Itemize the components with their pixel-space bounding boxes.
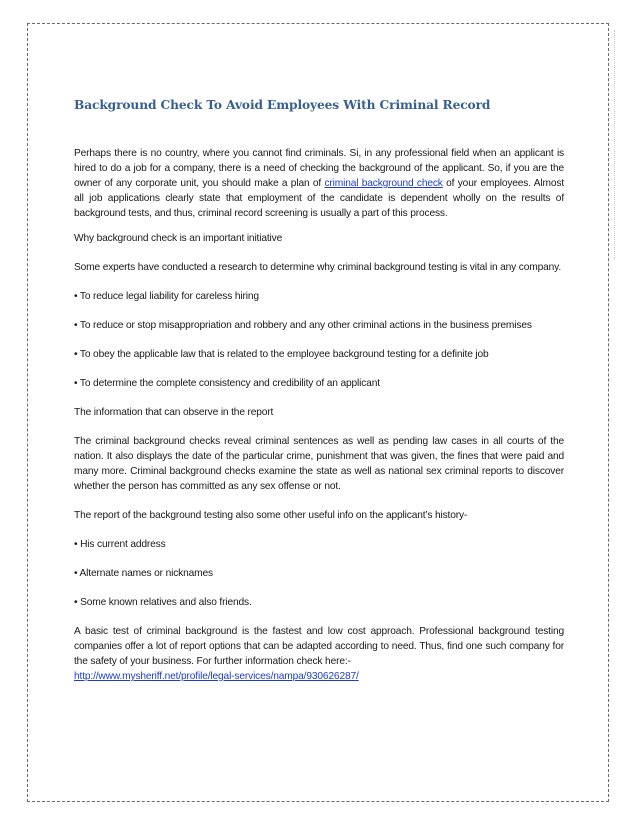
history-item: • His current address <box>74 539 166 550</box>
reason-item: • To determine the complete consistency and credibility of an applicant <box>74 378 380 389</box>
closing-text: A basic test of criminal background is the fastest and low cost approach. Professional background testing companies offer a lot of report options that can be adapted according to need. Thus, find one such company for the safety of your business. For further information check here:- <box>74 626 564 667</box>
history-intro: The report of the background testing also some other useful info on the applicant’s history- <box>74 510 468 521</box>
intro-text-before-link: Perhaps there is no country, where you cannot find criminals. Si, in any professional field when an applicant is hired to do a job for a company, there is a need of checking the background of the applicant. So, if you are the owner of any corporate unit, you should make a plan of <box>74 148 564 189</box>
mysheriff-profile-link[interactable]: http://www.mysheriff.net/profile/legal-services/nampa/930626287/ <box>74 671 359 682</box>
document-body <box>74 98 564 694</box>
why-heading: Why background check is an important initiative <box>74 233 283 244</box>
reason-item: • To reduce or stop misappropriation and robbery and any other criminal actions in the business premises <box>74 320 532 331</box>
intro-paragraph <box>74 146 564 221</box>
history-item: • Alternate names or nicknames <box>74 568 213 579</box>
criminal-background-check-link[interactable]: criminal background check <box>324 178 443 189</box>
report-heading: The information that can observe in the report <box>74 407 274 418</box>
history-item: • Some known relatives and also friends. <box>74 597 252 608</box>
report-paragraph: The criminal background checks reveal criminal sentences as well as pending law cases in all courts of the nation. It also displays the date of the particular crime, punishment that was given, the fines that were paid and many more. Criminal background checks examine the state as well as national sex criminal reports to discover whether the person has committed as any sex offense or not. <box>74 436 564 492</box>
closing-paragraph <box>74 624 564 684</box>
research-paragraph: Some experts have conducted a research to determine why criminal background testing is vital in any company. <box>74 262 562 273</box>
margin-rule <box>614 30 615 260</box>
reason-item: • To reduce legal liability for careless hiring <box>74 291 259 302</box>
reason-item: • To obey the applicable law that is related to the employee background testing for a definite job <box>74 349 489 360</box>
intro-text-after-link: of your employees. Almost all job applications clearly state that employment of the candidate is dependent wholly on the results of background tests, and thus, criminal record screening is usually a part of this process. <box>74 178 564 219</box>
document-title: Background Check To Avoid Employees With Criminal Record <box>74 98 491 112</box>
